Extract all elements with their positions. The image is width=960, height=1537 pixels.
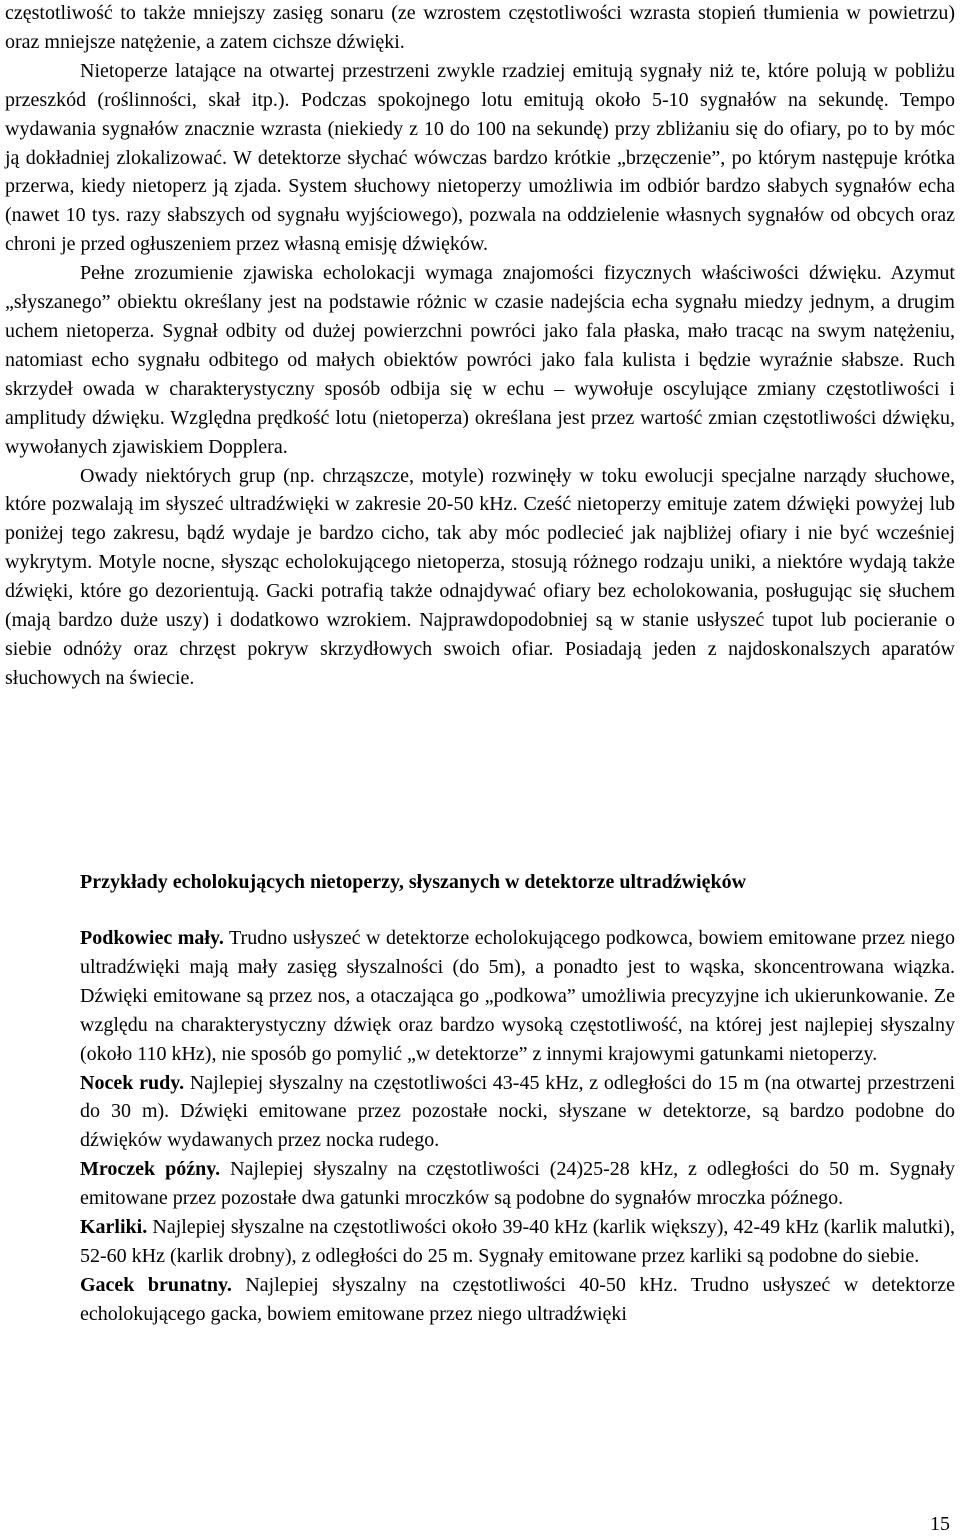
- paragraph: Pełne zrozumienie zjawiska echolokacji wymaga znajomości fizycznych właściwości dźwięku. Azymut „słyszanego” obiektu określany jest na podstawie różnic w czasie nadejścia echa sygnału miedzy jednym, a drugim uchem nietoperza. Sygnał odbity od dużej powierzchni powróci jako fala płaska, mało tracąc na swym natężeniu, natomiast echo sygnału odbitego od małych obiektów powróci jako fala kulista i będzie wyraźnie słabsze. Ruch skrzydeł owada w charakterystyczny sposób odbija się w echu – wywołuje oscylujące zmiany częstotliwości i amplitudy dźwięku. Względna prędkość lotu (nietoperza) określana jest przez wartość zmian częstotliwości dźwięku, wywołanych zjawiskiem Dopplera.: [5, 262, 955, 458]
- species-text: Najlepiej słyszalne na częstotliwości około 39-40 kHz (karlik większy), 42-49 kHz (karlik malutki), 52-60 kHz (karlik drobny), z odległości do 25 m. Sygnały emitowane przez karliki są podobne do siebie.: [80, 1216, 955, 1267]
- species-name: Gacek brunatny.: [80, 1273, 232, 1296]
- species-entry: [80, 1069, 955, 1156]
- species-text: Najlepiej słyszalny na częstotliwości 43-45 kHz, z odległości do 15 m (na otwartej przestrzeni do 30 m). Dźwięki emitowane przez pozostałe nocki, słyszane w detektorze, są bardzo podobne do dźwięków wydawanych przez nocka rudego.: [80, 1071, 956, 1152]
- species-text: Trudno usłyszeć w detektorze echolokującego podkowca, bowiem emitowane przez niego ultradźwięki mają mały zasięg słyszalności (do 5m), a ponadto jest to wąska, skoncentrowana wiązka. Dźwięki emitowane są przez nos, a otaczająca go „podkowa” umożliwia precyzyjne ich ukierunkowanie. Ze względu na charakterystyczny dźwięk oraz bardzo wysoką częstotliwość, na której jest najlepiej słyszalny (około 110 kHz), nie sposób go pomylić „w detektorze” z innymi krajowymi gatunkami nietoperzy.: [80, 927, 955, 1065]
- species-name: Podkowiec mały.: [80, 927, 224, 949]
- paragraph: częstotliwość to także mniejszy zasięg sonaru (ze wzrostem częstotliwości wzrasta stopień tłumienia w powietrzu) oraz mniejsze natężenie, a zatem cichsze dźwięki.: [5, 2, 955, 53]
- species-entry: [80, 924, 955, 1069]
- species-text: Najlepiej słyszalny na częstotliwości (24)25-28 kHz, z odległości do 50 m. Sygnały emitowane przez pozostałe dwa gatunki mroczków są podobne do sygnałów mroczka późnego.: [80, 1158, 955, 1210]
- species-entry: [80, 1155, 955, 1213]
- species-entry: [80, 1271, 955, 1329]
- species-name: Mroczek późny.: [80, 1158, 221, 1181]
- paragraph: Nietoperze latające na otwartej przestrzeni zwykle rzadziej emitują sygnały niż te, które polują w pobliżu przeszkód (roślinności, skał itp.). Podczas spokojnego lotu emitują około 5-10 sygnałów na sekundę. Tempo wydawania sygnałów znacznie wzrasta (niekiedy z 10 do 100 na sekundę) przy zbliżaniu się do ofiary, po to by móc ją dokładniej zlokalizować. W detektorze słychać wówczas bardzo krótkie „brzęczenie”, po którym następuje krótka przerwa, kiedy nietoperz ją zjada. System słuchowy nietoperzy umożliwia im odbiór bardzo słabych sygnałów echa (nawet 10 tys. razy słabszych od sygnału wyjściowego), pozwala na oddzielenie własnych sygnałów od obcych oraz chroni je przed ogłuszeniem przez własną emisję dźwięków.: [5, 59, 955, 256]
- intro-section: [5, 0, 955, 693]
- page-number: 15: [930, 1513, 950, 1535]
- section-heading: Przykłady echolokujących nietoperzy, słyszanych w detektorze ultradźwięków: [80, 871, 747, 893]
- species-name: Karliki.: [80, 1216, 148, 1239]
- species-text: Najlepiej słyszalny na częstotliwości 40-50 kHz. Trudno usłyszeć w detektorze echolokującego gacka, bowiem emitowane przez niego ultradźwięki: [80, 1273, 956, 1325]
- species-entry: [80, 1213, 955, 1271]
- paragraph: Owady niektórych grup (np. chrząszcze, motyle) rozwinęły w toku ewolucji specjalne narządy słuchowe, które pozwalają im słyszeć ultradźwięki w zakresie 20-50 kHz. Cześć nietoperzy emituje zatem dźwięki powyżej lub poniżej tego zakresu, bądź wydaje je bardzo cicho, tak aby móc podlecieć jak najbliżej ofiary i nie być wcześniej wykrytym. Motyle nocne, słysząc echolokującego nietoperza, stosują różnego rodzaju uniki, a niektóre wydają także dźwięki, które go dezorientują. Gacki potrafią także odnajdywać ofiary bez echolokowania, posługując się słuchem (mają bardzo duże uszy) i dodatkowo wzrokiem. Najprawdopodobniej są w stanie usłyszeć tupot lub pocieranie o siebie odnóży oraz chrzęst pokryw skrzydłowych swoich ofiar. Posiadają jeden z najdoskonalszych aparatów słuchowych na świecie.: [5, 464, 955, 689]
- species-list: [80, 924, 955, 1329]
- species-name: Nocek rudy.: [80, 1071, 185, 1094]
